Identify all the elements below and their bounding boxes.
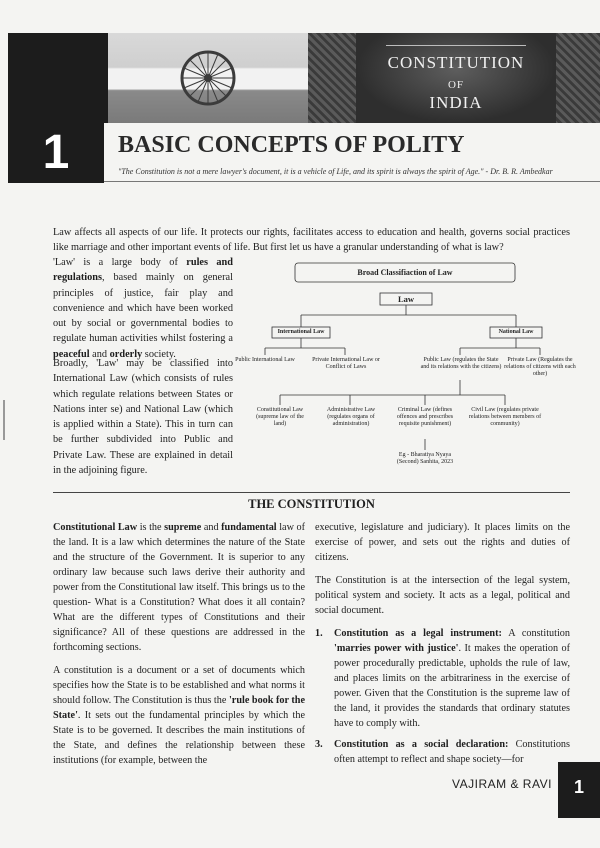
- cover-title-line1: CONSTITUTION: [387, 53, 525, 72]
- figure-bns-example: Eg - Bharatiya Nyaya (Second) Sanhita, 2023: [396, 452, 454, 466]
- ashoka-chakra-icon: [108, 33, 308, 123]
- figure-administrative-law: Administrative Law (regulates organs of administration): [326, 407, 376, 428]
- law-classification-paragraph: Broadly, 'Law' may be classified into International Law (which consists of rules which regulate relations between States or Nations inter se) and National Law (which is applied within a State). This in turn can be further subdivided into Public and Private Law. These are explained in detail in the adjoining figure.: [53, 358, 233, 477]
- section-divider: [53, 492, 570, 493]
- section-title: THE CONSTITUTION: [248, 497, 375, 511]
- right-column: [315, 520, 570, 773]
- constitutional-law-paragraph: Constitutional Law is the supreme and fundamental law of the land. It is a law which determines the nature of the State and the structure of the Government. It is superior to any ordinary law because such laws derive their authority and power from the Constitutional law itself. This brings us to the question- What is a Constitution? What does it all contain? What are the different types of Constitutions and their significance? All of these questions are addressed in the forthcoming sections.: [53, 522, 306, 653]
- figure-public-law: Public Law (regulates the State and its relations with the citizens): [420, 357, 502, 371]
- cover-rule: [386, 45, 526, 46]
- intro-paragraph: Law affects all aspects of our life. It protects our rights, facilitates access to education and health, governs social practices like marriage and other important events of life. But first let us have a granular understanding of what is law?: [53, 227, 570, 254]
- scan-margin-mark: [3, 400, 5, 440]
- constitution-limits-paragraph: executive, legislature and judiciary). It places limits on the exercise of power, and sets out the rights and duties of citizens.: [315, 522, 570, 563]
- flag-photo: [108, 33, 308, 123]
- header-banner: [8, 33, 600, 123]
- figure-public-international-law: Public International Law: [235, 357, 295, 363]
- figure-constitutional-law: Constitutional Law (supreme law of the land): [256, 407, 304, 428]
- constitution-intersection-paragraph: The Constitution is at the intersection of the legal system, political system and society. It acts as a legal, political and social document.: [315, 575, 570, 616]
- page-number: 1: [558, 762, 600, 818]
- figure-private-international-law: Private International Law or Conflict of Laws: [312, 357, 380, 371]
- figure-title: Broad Classifiaction of Law: [357, 268, 453, 277]
- banner-dark-panel: [8, 33, 108, 123]
- header-divider: [104, 181, 600, 182]
- footer-brand: VAJIRAM & RAVI: [452, 777, 552, 791]
- chapter-title: BASIC CONCEPTS OF POLITY: [118, 132, 465, 158]
- law-definition-paragraph: 'Law' is a large body of rules and regulations, based mainly on general principles of justice, fair play and convenience and which have been worked out by social or governmental bodies to regulate human activities whilst fostering a peaceful and orderly society.: [53, 257, 233, 360]
- constitution-book-image: [308, 33, 600, 123]
- law-classification-figure: [235, 255, 576, 466]
- figure-private-law: Private Law (Regulates the relations of citizens with each other): [504, 357, 576, 378]
- cover-title-line2: OF: [447, 79, 465, 91]
- left-column: [53, 520, 305, 776]
- book-cover: [356, 33, 556, 123]
- figure-root-law: Law: [397, 294, 415, 304]
- list-item-legal-instrument: 1. Constitution as a legal instrument: A constitution 'marries power with justice'. It makes the operation of power procedurally predictable, upholds the rule of law, and places limits on the arbitrariness in the exercise of power. Given that the Constitution is the supreme law of the land, it provides the standards that ordinary statutes have to comply with.: [315, 628, 570, 729]
- chapter-quote: "The Constitution is not a mere lawyer's document, it is a vehicle of Life, and its spirit is always the spirit of Age." - Dr. B. R. Ambedkar: [118, 167, 553, 176]
- figure-civil-law: Civil Law (regulates private relations between members of community): [468, 407, 542, 428]
- figure-criminal-law: Criminal Law (defines offences and prescribes requisite punishment): [396, 407, 454, 428]
- chapter-number: 1: [8, 123, 104, 183]
- figure-national-law: National Law: [498, 329, 534, 335]
- cover-title-line3: INDIA: [429, 93, 483, 112]
- figure-international-law: International Law: [277, 329, 325, 335]
- constitution-definition-paragraph: A constitution is a document or a set of documents which specifies how the State is to be established and what norms it should follow. The Constitution is thus the 'rule book for the State'. It sets out the fundamental principles by which the State is to be governed. It describes the main institutions of the State, and defines the relationship between these institutions (for example, between the: [53, 665, 305, 766]
- list-item-social-declaration: 3. Constitution as a social declaration: Constitutions often attempt to reflect and shape society—for: [315, 739, 570, 765]
